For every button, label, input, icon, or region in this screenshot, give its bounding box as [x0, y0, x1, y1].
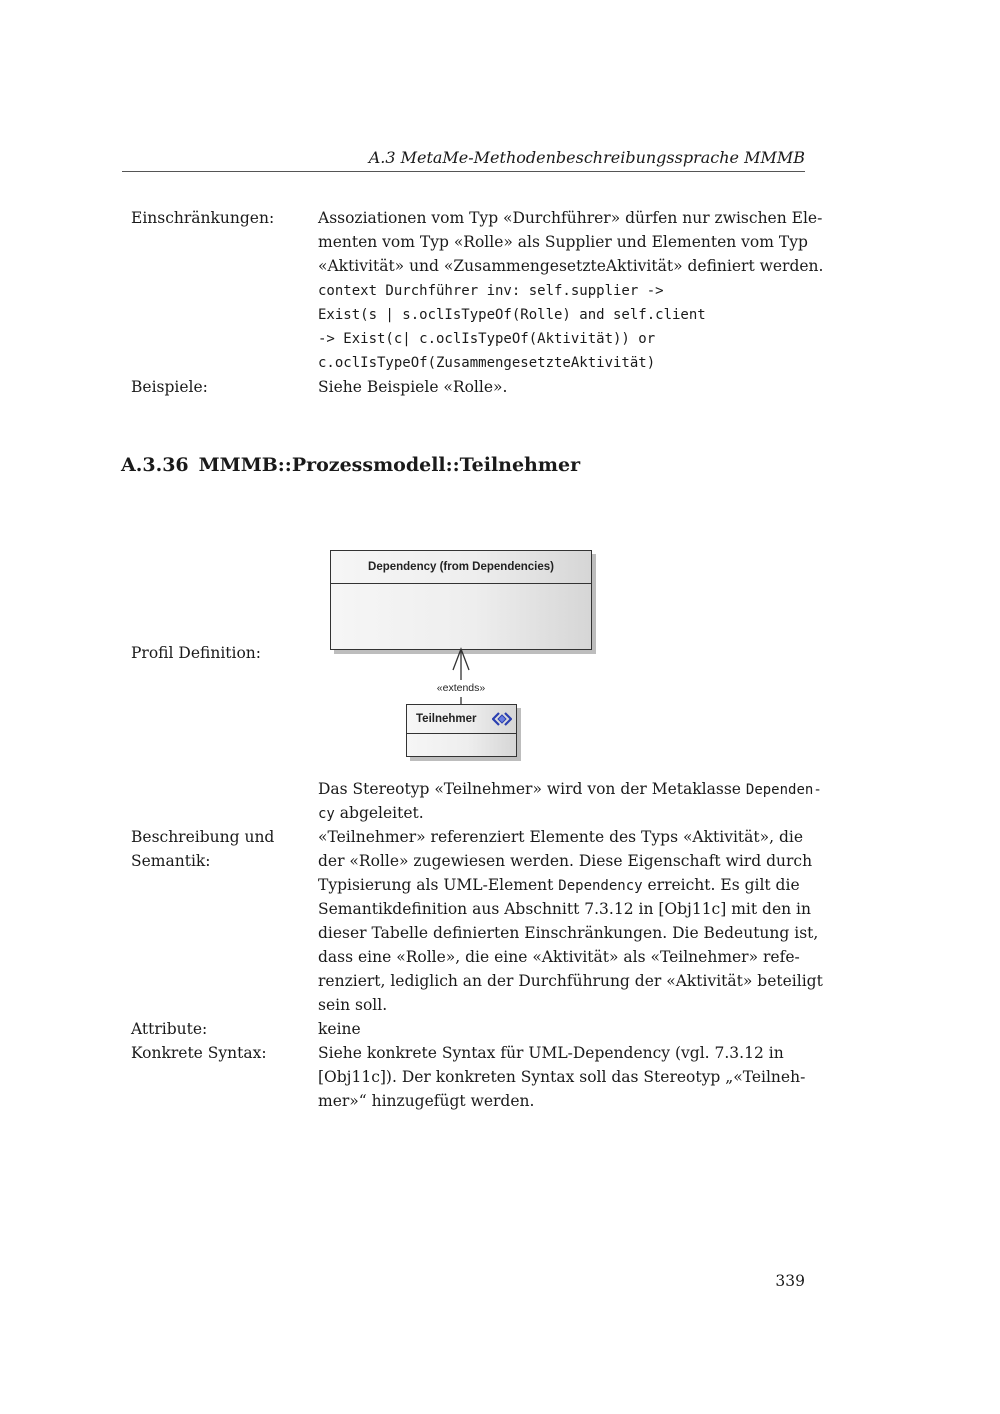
extends-label: «extends»	[436, 682, 486, 694]
profile-label: Profil Definition:	[131, 644, 261, 662]
syntax-line: Siehe konkrete Syntax für UML-Dependency (vgl. 7.3.12 in	[318, 1044, 784, 1062]
constraints-text-line: Assoziationen vom Typ «Durchführer» dürfen nur zwischen Ele-	[318, 209, 823, 227]
constraints-text-line: «Aktivität» und «ZusammengesetzteAktivität» definiert werden.	[318, 257, 824, 275]
examples-label: Beispiele:	[131, 378, 208, 396]
description-line	[318, 873, 800, 898]
description-line	[318, 777, 822, 802]
metaclass-box	[330, 550, 592, 650]
stereotype-name: Teilnehmer	[416, 713, 477, 725]
code-dependency: Dependency	[558, 878, 643, 894]
ocl-code-line: c.oclIsTypeOf(ZusammengesetzteAktivität)	[318, 355, 656, 371]
ocl-code-line: context Durchführer inv: self.supplier ->	[318, 283, 664, 299]
syntax-line: mer»“ hinzugefügt werden.	[318, 1092, 535, 1110]
section-title	[121, 452, 580, 478]
description-line	[318, 801, 424, 826]
attributes-value: keine	[318, 1020, 361, 1038]
syntax-line: [Obj11c]). Der konkreten Syntax soll das Stereotyp „«Teilneh-	[318, 1068, 806, 1086]
attributes-label: Attribute:	[131, 1020, 208, 1038]
stereotype-box	[406, 704, 517, 757]
description-line: sein soll.	[318, 996, 388, 1014]
section-number: A.3.36	[121, 454, 189, 476]
description-line: der «Rolle» zugewiesen werden. Diese Eigenschaft wird durch	[318, 852, 813, 870]
examples-text: Siehe Beispiele «Rolle».	[318, 378, 508, 396]
description-label: Beschreibung und	[131, 828, 275, 846]
code-dependency: cy	[318, 806, 335, 822]
description-text: Typisierung als UML-Element	[318, 876, 559, 894]
description-label: Semantik:	[131, 852, 211, 870]
description-line: dass eine «Rolle», die eine «Aktivität» als «Teilnehmer» refe-	[318, 948, 800, 966]
stereotype-header	[407, 705, 516, 734]
page-number: 339	[775, 1272, 805, 1290]
description-line: dieser Tabelle definierten Einschränkungen. Die Bedeutung ist,	[318, 924, 819, 942]
constraints-text-line: menten vom Typ «Rolle» als Supplier und Elementen vom Typ	[318, 233, 808, 251]
description-line: Semantikdefinition aus Abschnitt 7.3.12 in [Obj11c] mit den in	[318, 900, 811, 918]
description-line: «Teilnehmer» referenziert Elemente des Typs «Aktivität», die	[318, 828, 804, 846]
constraints-label: Einschränkungen:	[131, 209, 275, 227]
description-text: abgeleitet.	[334, 804, 424, 822]
metaclass-name: Dependency (from Dependencies)	[331, 551, 591, 584]
syntax-label: Konkrete Syntax:	[131, 1044, 267, 1062]
ocl-code-line: -> Exist(c| c.oclIsTypeOf(Aktivität)) or	[318, 331, 656, 347]
ocl-code-line: Exist(s | s.oclIsTypeOf(Rolle) and self.client	[318, 307, 706, 323]
description-text: erreicht. Es gilt die	[642, 876, 800, 894]
code-dependency: Dependen-	[745, 782, 822, 798]
extends-arrow	[440, 646, 484, 708]
description-text: Das Stereotyp «Teilnehmer» wird von der Metaklasse	[318, 780, 746, 798]
description-line: renziert, lediglich an der Durchführung der «Aktivität» beteiligt	[318, 972, 823, 990]
section-name: MMMB::Prozessmodell::Teilnehmer	[198, 454, 581, 476]
header-rule	[122, 171, 805, 172]
running-header: A.3 MetaMe-Methodenbeschreibungssprache MMMB	[368, 148, 805, 167]
stereotype-diamond-icon	[492, 711, 512, 727]
